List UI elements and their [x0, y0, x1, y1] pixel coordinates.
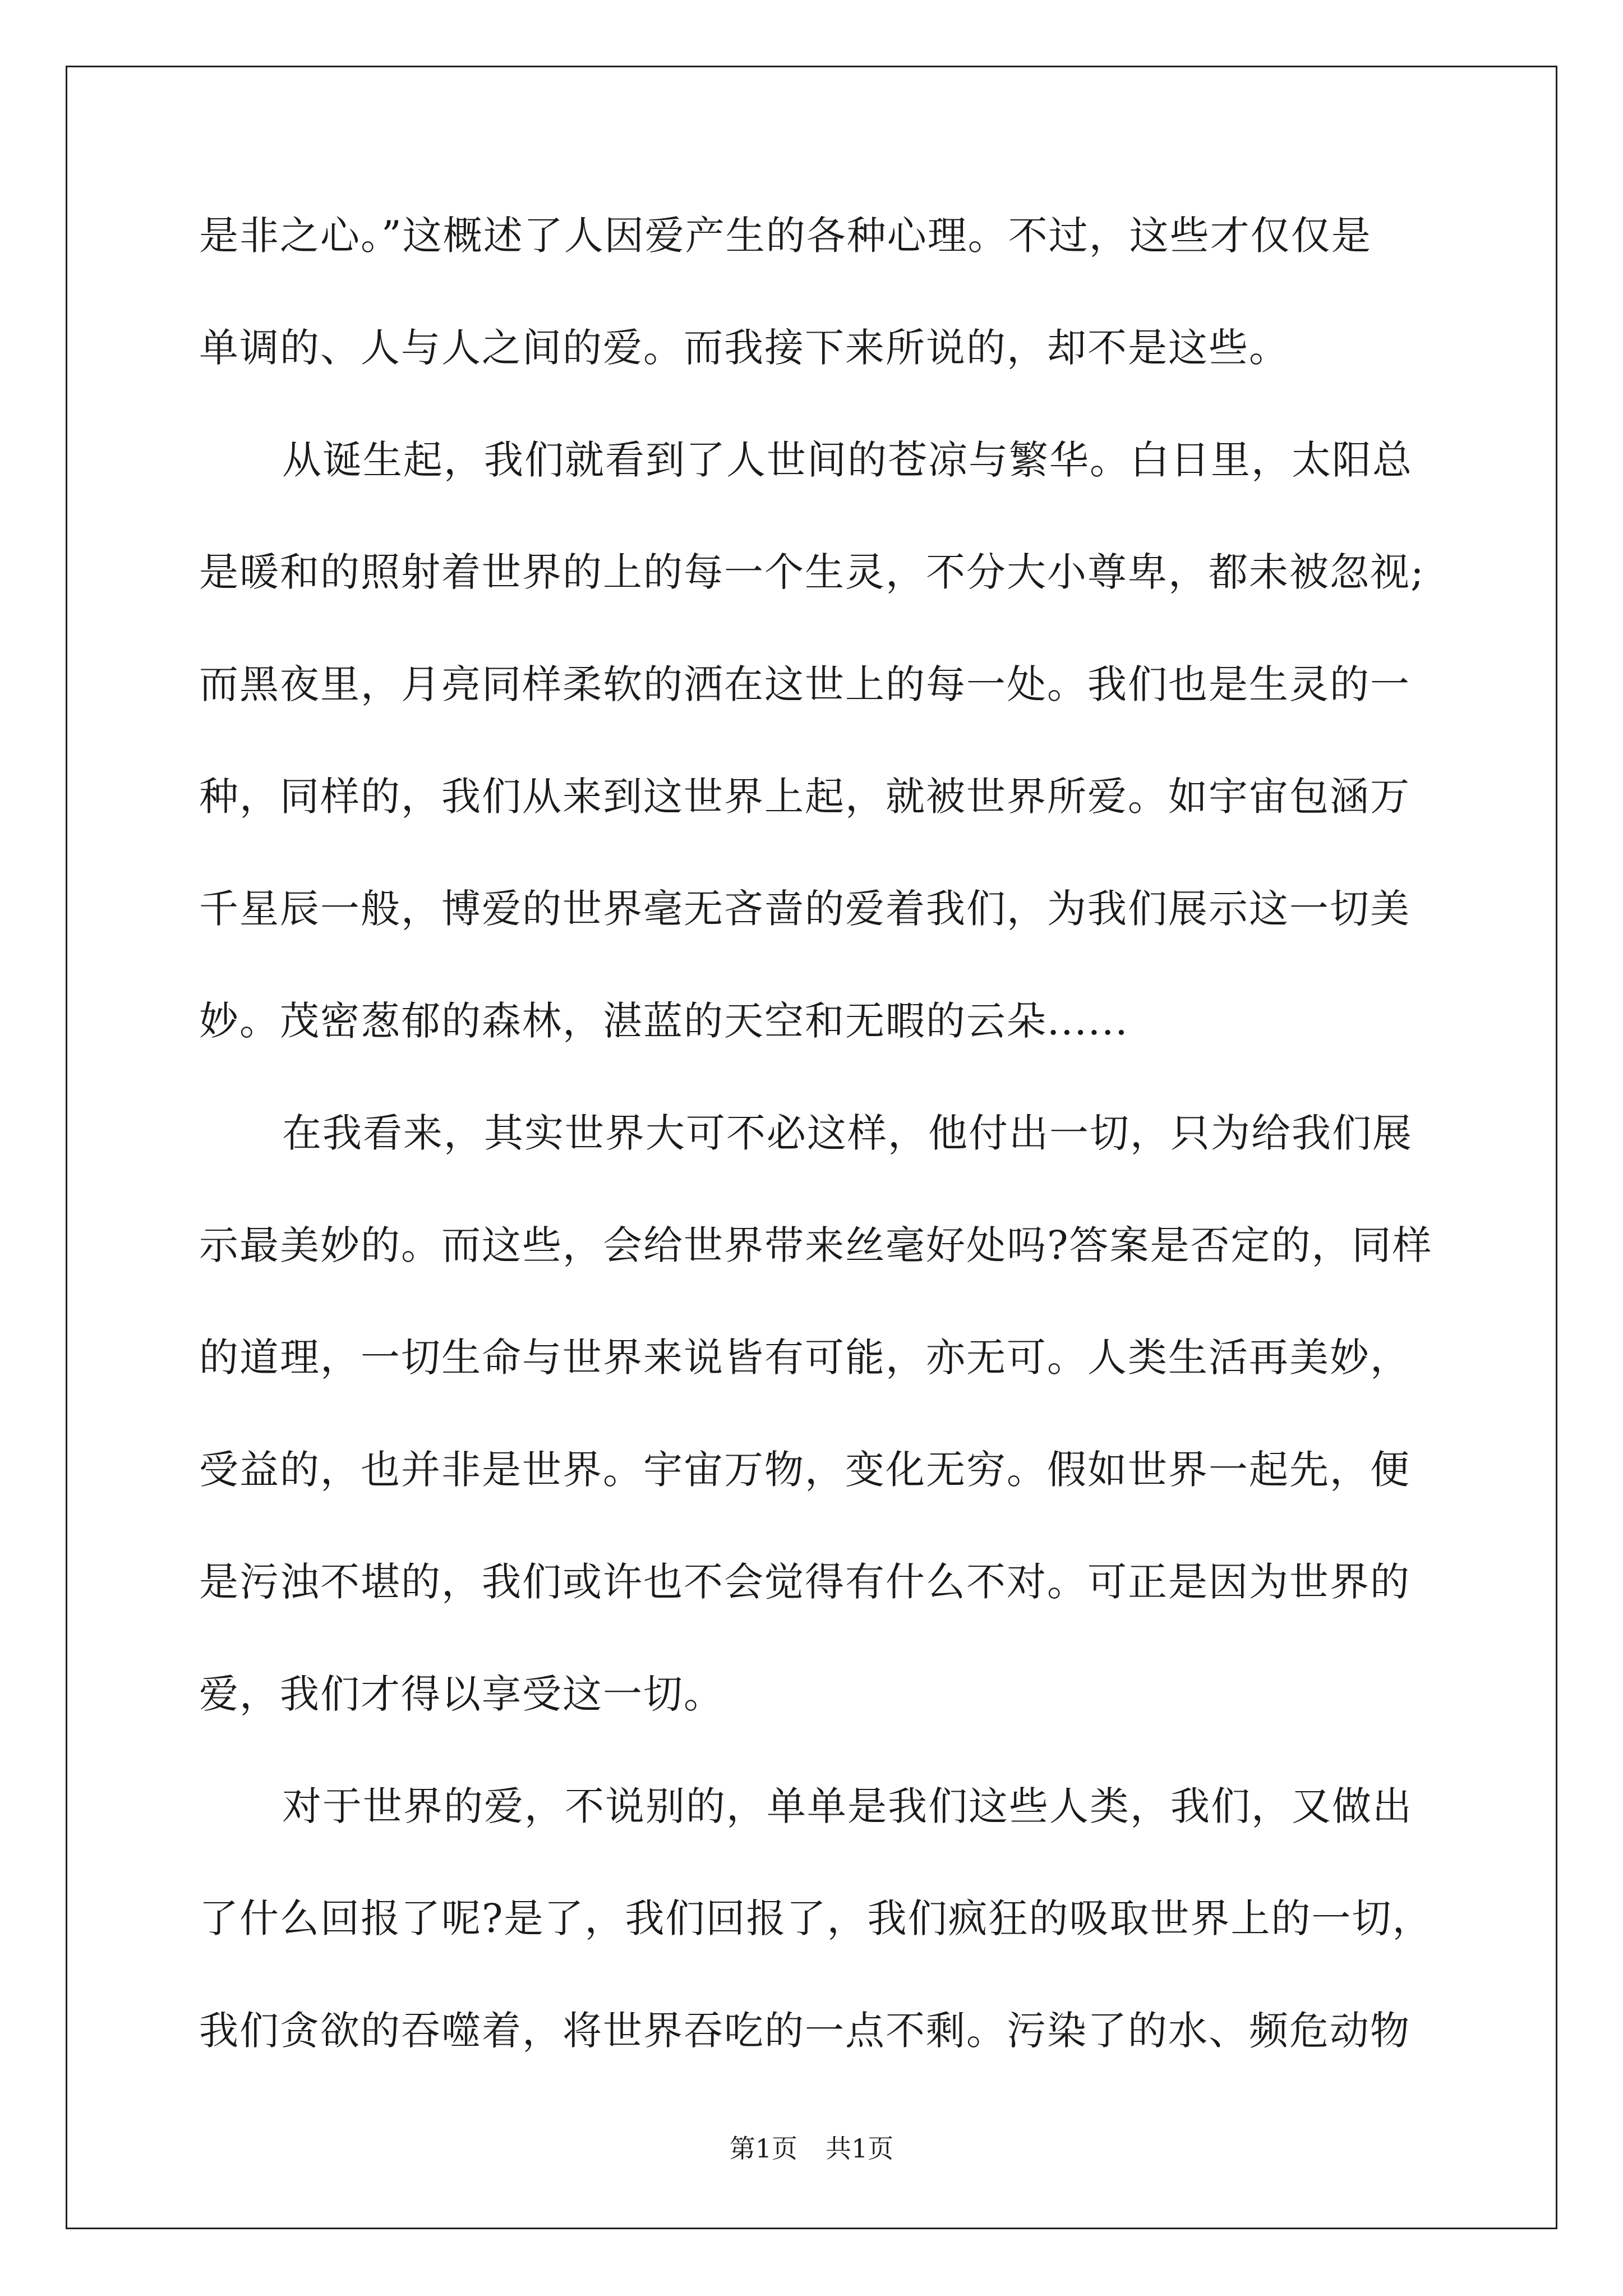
- text-line: 单调的、人与人之间的爱。而我接下来所说的，却不是这些。: [199, 325, 1289, 371]
- text-line: 受益的，也并非是世界。宇宙万物，变化无穷。假如世界一起先，便: [199, 1447, 1410, 1493]
- text-line: 了什么回报了呢?是了，我们回报了，我们疯狂的吸取世界上的一切，: [199, 1895, 1433, 1941]
- paragraph-start-line: 对于世界的爱，不说别的，单单是我们这些人类，我们，又做出: [282, 1783, 1413, 1829]
- text-line: 是污浊不堪的，我们或许也不会觉得有什么不对。可正是因为世界的: [199, 1559, 1410, 1605]
- text-line: 千星辰一般，博爱的世界毫无吝啬的爱着我们，为我们展示这一切美: [199, 886, 1410, 932]
- text-line: 是暖和的照射着世界的上的每一个生灵，不分大小尊卑，都未被忽视;: [199, 549, 1425, 595]
- paragraph-start-line: 在我看来，其实世界大可不必这样，他付出一切，只为给我们展: [282, 1110, 1413, 1156]
- paragraph-start-line: 从诞生起，我们就看到了人世间的苍凉与繁华。白日里，太阳总: [282, 437, 1413, 483]
- page-number: 第1页: [729, 2133, 797, 2164]
- text-line: 是非之心。”这概述了人因爱产生的各种心理。不过，这些才仅仅是: [199, 213, 1372, 259]
- text-line: 爱，我们才得以享受这一切。: [199, 1671, 724, 1717]
- text-line: 种，同样的，我们从来到这世界上起，就被世界所爱。如宇宙包涵万: [199, 774, 1410, 820]
- text-line: 妙。茂密葱郁的森林，湛蓝的天空和无暇的云朵......: [199, 998, 1129, 1044]
- page-total: 共1页: [826, 2133, 894, 2164]
- text-line: 的道理，一切生命与世界来说皆有可能，亦无可。人类生活再美妙，: [199, 1335, 1410, 1381]
- text-line: 而黑夜里，月亮同样柔软的洒在这世上的每一处。我们也是生灵的一: [199, 661, 1410, 707]
- text-line: 我们贪欲的吞噬着，将世界吞吃的一点不剩。污染了的水、频危动物: [199, 2008, 1410, 2054]
- page-footer: [0, 2132, 1623, 2165]
- text-line: 示最美妙的。而这些，会给世界带来丝毫好处吗?答案是否定的，同样: [199, 1222, 1433, 1268]
